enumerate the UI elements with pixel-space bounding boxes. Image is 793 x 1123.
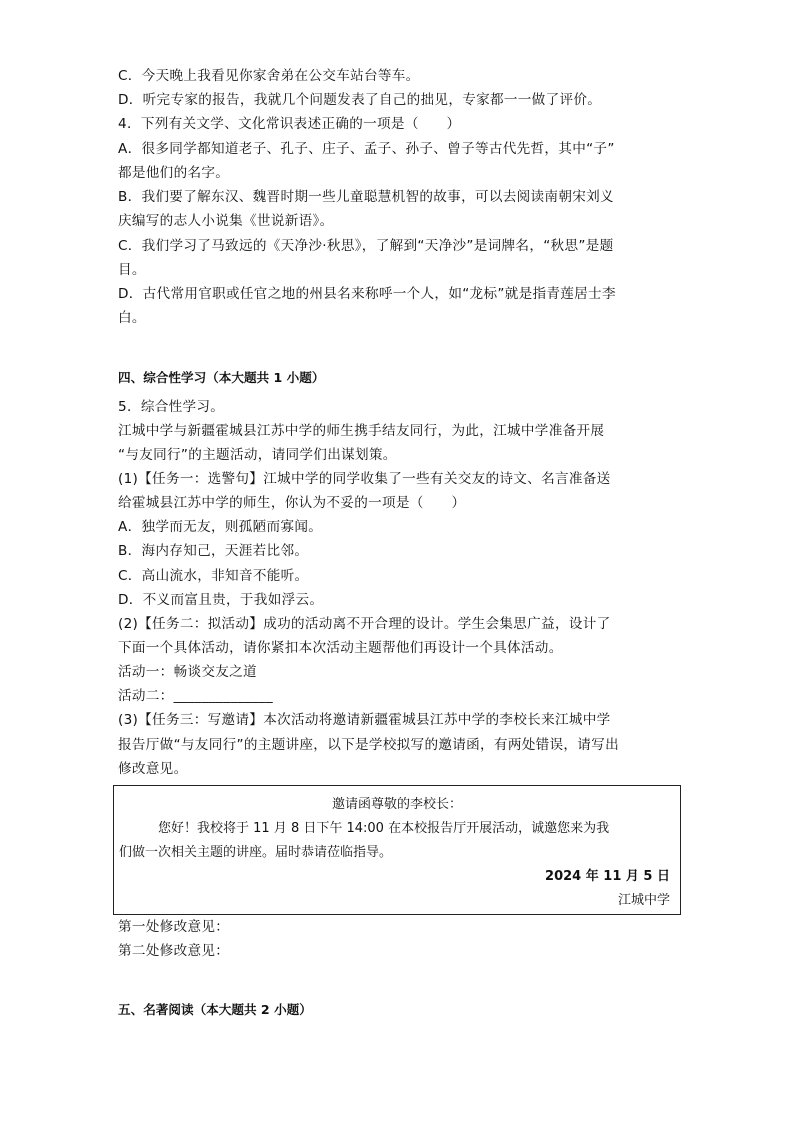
q4-option-a-cont: 都是他们的名字。 (118, 165, 230, 181)
letter-body-line-2: 们做一次相关主题的讲座。届时恭请莅临指导。 (119, 845, 393, 860)
letter-signer: 江城中学 (617, 893, 670, 908)
task-1-cont: 给霍城县江苏中学的师生，你认为不妥的一项是（ ） (118, 495, 466, 511)
task-1-option-c: C．高山流水，非知音不能听。 (118, 568, 309, 584)
option-c-line: C．今天晚上我看见你家舍弟在公交车站台等车。 (118, 68, 420, 84)
letter-title: 邀请函尊敬的李校长： (331, 797, 462, 812)
task-1: (1)【任务一：选警句】江城中学的同学收集了一些有关交友的诗文、名言准备送 (118, 471, 611, 487)
q4-option-b: B．我们要了解东汉、魏晋时期一些儿童聪慧机智的故事，可以去阅读南朝宋刘义 (118, 189, 614, 205)
q4-option-b-cont: 庆编写的志人小说集《世说新语》。 (118, 213, 334, 229)
q4-option-d-cont: 白。 (118, 310, 146, 326)
task-1-option-d: D．不义而富且贵，于我如浮云。 (118, 592, 324, 608)
activity-2-blank: 活动二：______________ (118, 688, 273, 704)
q4-option-c: C．我们学习了马致远的《天净沙·秋思》，了解到“天净沙”是词牌名，“秋思”是题 (118, 238, 614, 254)
question-5: 5．综合性学习。 (118, 399, 225, 415)
q4-option-c-cont: 目。 (118, 262, 146, 278)
task-2: (2)【任务二：拟活动】成功的活动离不开合理的设计。学生会集思广益，设计了 (118, 616, 611, 632)
question-4: 4．下列有关文学、文化常识表述正确的一项是（ ） (118, 116, 461, 132)
task-2-cont: 下面一个具体活动，请你紧扣本次活动主题帮他们再设计一个具体活动。 (118, 640, 563, 656)
revision-2-label: 第二处修改意见： (118, 943, 230, 959)
section-5-heading: 五、名著阅读（本大题共 2 小题） (118, 1002, 312, 1017)
task-1-option-a: A．独学而无友，则孤陋而寡闻。 (118, 519, 323, 535)
q5-intro-cont: “与友同行”的主题活动，请同学们出谋划策。 (118, 447, 397, 463)
task-3-cont: 报告厅做“与友同行”的主题讲座，以下是学校拟写的邀请函，有两处错误，请写出 (118, 737, 619, 753)
task-1-option-b: B．海内存知己，天涯若比邻。 (118, 543, 309, 559)
q5-intro: 江城中学与新疆霍城县江苏中学的师生携手结友同行，为此，江城中学准备开展 (118, 423, 605, 439)
invitation-letter-box (113, 785, 681, 915)
option-d-line: D．听完专家的报告，我就几个问题发表了自己的拙见，专家都一一做了评价。 (118, 92, 602, 108)
task-3-cont2: 修改意见。 (118, 761, 188, 777)
letter-body-line-1: 您好！我校将于 11 月 8 日下午 14:00 在本校报告厅开展活动，诚邀您来为我 (158, 821, 610, 836)
revision-1-label: 第一处修改意见： (118, 919, 230, 935)
q4-option-d: D．古代常用官职或任官之地的州县名来称呼一个人，如“龙标”就是指青莲居士李 (118, 286, 616, 302)
letter-date: 2024 年 11 月 5 日 (545, 869, 670, 884)
q4-option-a: A．很多同学都知道老子、孔子、庄子、孟子、孙子、曾子等古代先哲，其中“子” (118, 141, 615, 157)
activity-1: 活动一：畅谈交友之道 (118, 664, 257, 680)
section-4-heading: 四、综合性学习（本大题共 1 小题） (118, 370, 325, 385)
task-3: (3)【任务三：写邀请】本次活动将邀请新疆霍城县江苏中学的李校长来江城中学 (118, 712, 611, 728)
